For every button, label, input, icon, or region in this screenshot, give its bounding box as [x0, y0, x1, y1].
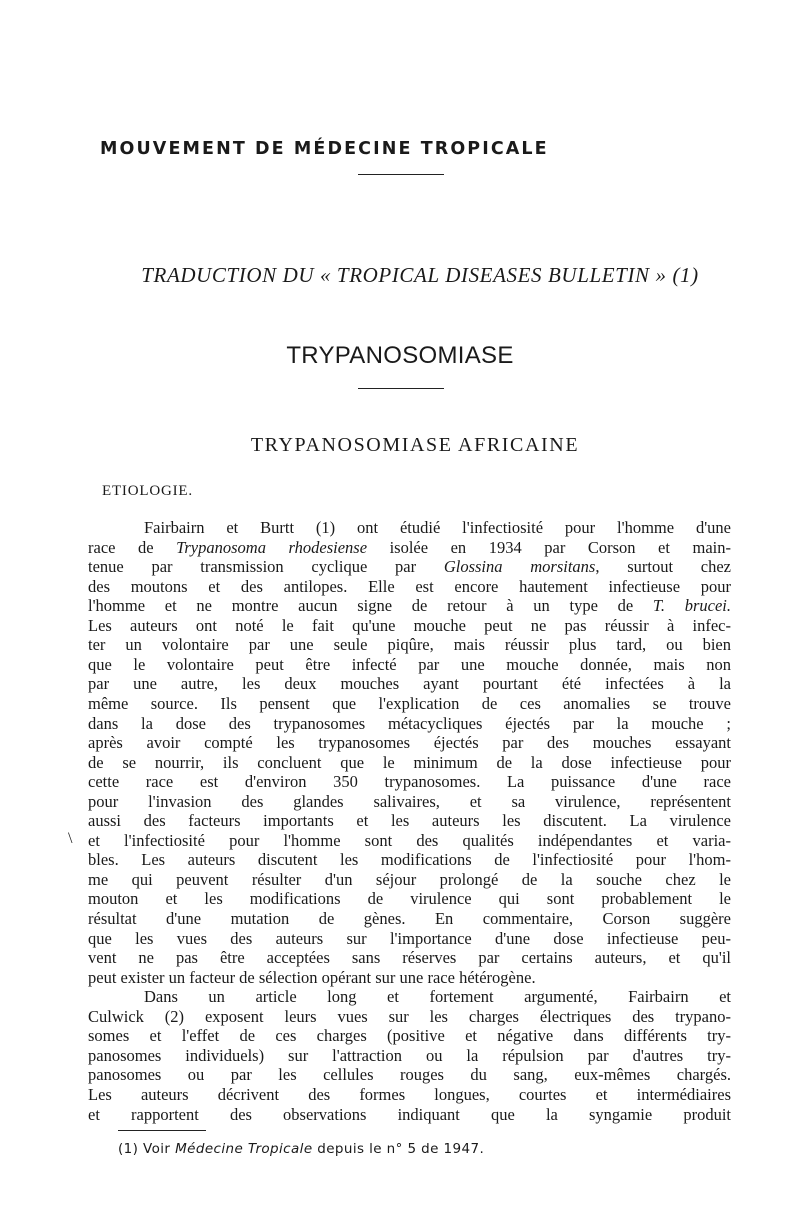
translation-line: TRADUCTION DU « TROPICAL DISEASES BULLETIN » (1) — [141, 263, 699, 287]
footnote-divider — [118, 1130, 206, 1131]
body-line: Les auteurs décrivent des formes longues, courtes et intermédiaires — [88, 1084, 731, 1104]
body-line: somes et l'effet de ces charges (positive et négative dans différents try- — [88, 1026, 731, 1046]
journal-title: MOUVEMENT DE MÉDECINE TROPICALE — [100, 139, 549, 159]
body-line: bles. Les auteurs discutent les modifications de l'infectiosité pour l'hom- — [88, 850, 731, 870]
body-line: que le volontaire peut être infecté par une mouche donnée, mais non — [88, 654, 731, 674]
body-line: et l'infectiosité pour l'homme sont des qualités indépendantes et varia- — [88, 830, 731, 850]
body-line: aussi des facteurs importants et les auteurs les discutent. La virulence — [88, 811, 731, 831]
italic-term: Glossina morsitans — [443, 557, 596, 577]
body-line: Dans un article long et fortement argumenté, Fairbairn et — [144, 987, 731, 1007]
body-line: panosomes individuels) sur l'attraction ou la répulsion par d'autres try- — [88, 1045, 731, 1065]
body-line: vent ne pas être acceptées sans réserves par certains auteurs, et qu'il — [88, 948, 731, 968]
subheading: ETIOLOGIE. — [102, 483, 193, 499]
body-line: me qui peuvent résulter d'un séjour prolongé de la souche chez le — [88, 869, 731, 889]
body-line: peut exister un facteur de sélection opérant sur une race hétérogène. — [88, 967, 536, 987]
body-line: l'homme et ne montre aucun signe de retour à un type de T. brucei. — [88, 596, 731, 616]
body-line: résultat d'une mutation de gènes. En commentaire, Corson suggère — [88, 909, 731, 928]
body-line: par une autre, les deux mouches ayant pourtant été infectées à la — [88, 674, 731, 694]
body-line: pour l'invasion des glandes salivaires, et sa virulence, représentent — [88, 791, 731, 811]
body-line: race de Trypanosoma rhodesiense isolée en 1934 par Corson et main- — [88, 537, 731, 557]
body-line: que les vues des auteurs sur l'importance d'une dose infectieuse peu- — [88, 928, 731, 948]
body-line: ter un volontaire par une seule piqûre, mais réussir plus tard, ou bien — [88, 635, 731, 655]
body-line: même source. Ils pensent que l'explication de ces anomalies se trouve — [88, 693, 731, 713]
italic-term: T. brucei. — [652, 596, 731, 616]
footnote-text-after: depuis le n° 5 de 1947. — [317, 1141, 485, 1157]
footnote-text-before: Voir — [143, 1141, 171, 1157]
section-title: TRYPANOSOMIASE AFRICAINE — [250, 434, 580, 456]
body-line: après avoir compté les trypanosomes éjectés par des mouches essayant — [88, 733, 731, 753]
title-divider — [358, 174, 444, 175]
footnote-marker: (1) — [118, 1141, 139, 1157]
footnote-italic: Médecine Tropicale — [175, 1141, 313, 1157]
body-line: de se nourrir, ils concluent que le minimum de la dose infectieuse pour — [88, 752, 731, 772]
body-line: Culwick (2) exposent leurs vues sur les charges électriques des trypano- — [88, 1006, 731, 1026]
body-line: mouton et les modifications de virulence qui sont probablement le — [88, 889, 731, 909]
body-line: Les auteurs ont noté le fait qu'une mouche peut ne pas réussir à infec- — [88, 615, 731, 635]
main-title: TRYPANOSOMIASE — [286, 342, 514, 369]
body-line: cette race est d'environ 350 trypanosomes. La puissance d'une race — [88, 772, 731, 792]
italic-term: Trypanosoma rhodesiense — [176, 537, 368, 557]
body-line: et rapportent des observations indiquant que la syngamie produit — [88, 1104, 731, 1124]
footnote — [118, 1141, 484, 1157]
body-line: Fairbairn et Burtt (1) ont étudié l'infectiosité pour l'homme d'une — [144, 518, 731, 537]
margin-mark: \ — [68, 830, 73, 847]
body-line: tenue par transmission cyclique par Glossina morsitans, surtout chez — [88, 557, 731, 577]
body-line: panosomes ou par les cellules rouges du sang, eux-mêmes chargés. — [88, 1065, 731, 1085]
body-line: des moutons et des antilopes. Elle est encore hautement infectieuse pour — [88, 576, 731, 596]
section-divider — [358, 388, 444, 389]
body-line: dans la dose des trypanosomes métacycliques éjectés par la mouche ; — [88, 713, 731, 733]
